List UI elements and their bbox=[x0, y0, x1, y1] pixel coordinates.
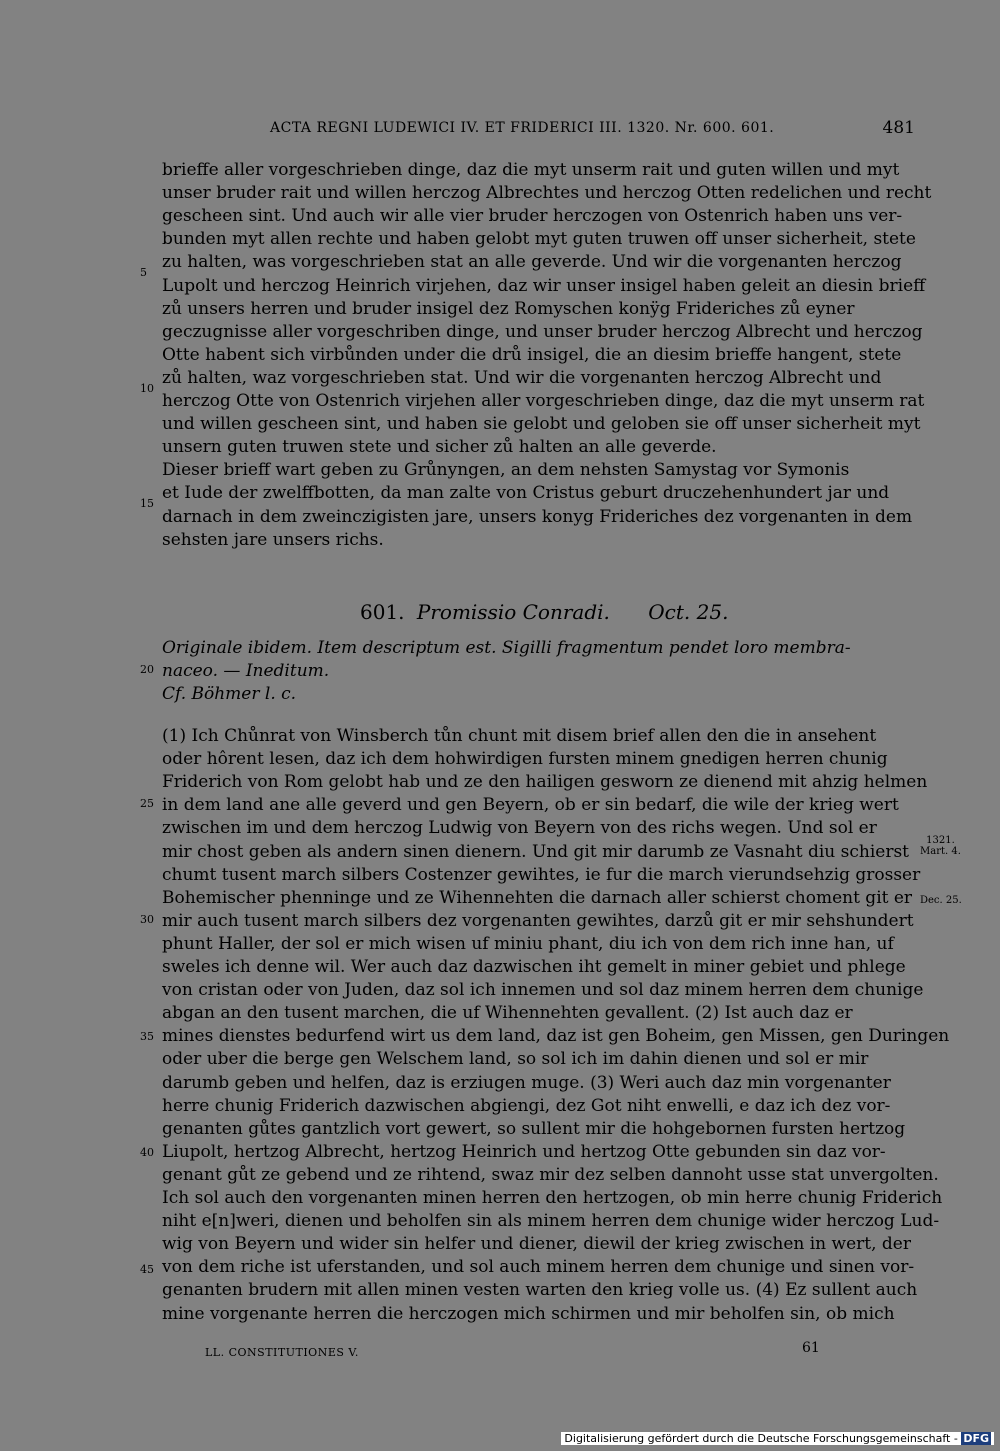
footer-series: LL. CONSTITUTIONES V. bbox=[205, 1346, 359, 1359]
line-number: 35 bbox=[140, 1030, 154, 1043]
line-number: 5 bbox=[140, 266, 147, 279]
credit-text: Digitalisierung gefördert durch die Deutsche Forschungsgemeinschaft - bbox=[564, 1432, 958, 1445]
document-date: Oct. 25. bbox=[648, 600, 729, 624]
text-line: unsern guten truwen stete und sicher zů halten an alle geverde. bbox=[162, 437, 717, 458]
dfg-logo-icon: DFG bbox=[963, 1432, 989, 1445]
text-line: oder uber die berge gen Welschem land, so sol ich im dahin dienen und sol er mir bbox=[162, 1049, 869, 1070]
text-line: Dieser brieff wart geben zu Grůnyngen, an dem nehsten Samystag vor Symonis bbox=[162, 460, 850, 481]
text-line: mir auch tusent march silbers dez vorgenanten gewihtes, darzů git er mir sehshundert bbox=[162, 910, 914, 931]
text-line: Originale ibidem. Item descriptum est. Sigilli fragmentum pendet loro membra- bbox=[162, 638, 851, 658]
margin-note-date-1: 1321. Mart. 4. bbox=[920, 835, 961, 857]
text-line: bunden myt allen rechte und haben gelobt myt guten truwen off unser sicherheit, stete bbox=[162, 229, 916, 250]
text-line: genanten gůtes gantzlich vort gewert, so sullent mir die hohgebornen fursten hertzog bbox=[162, 1118, 906, 1139]
text-line: und willen gescheen sint, und haben sie gelobt und geloben sie off unser sicherheit myt bbox=[162, 414, 921, 435]
text-line: darnach in dem zweinczigisten jare, unsers konyg Frideriches dez vorgenanten in dem bbox=[162, 506, 913, 527]
line-number: 25 bbox=[140, 797, 154, 810]
text-line: zů unsers herren und bruder insigel dez Romyschen konÿg Frideriches zů eyner bbox=[162, 298, 855, 319]
footer-signature: 61 bbox=[802, 1340, 820, 1356]
line-number: 45 bbox=[140, 1263, 154, 1276]
text-line: genanten brudern mit allen minen vesten warten den krieg volle us. (4) Ez sullent auch bbox=[162, 1280, 918, 1301]
text-line: herczog Otte von Ostenrich virjehen aller vorgeschrieben dinge, daz die myt unserm rat bbox=[162, 391, 925, 411]
text-line: zů halten, waz vorgeschrieben stat. Und wir die vorgenanten herczog Albrecht und bbox=[162, 367, 882, 388]
text-line: Friderich von Rom gelobt hab und ze den hailigen gesworn ze dienend mit ahzig helmen bbox=[162, 772, 928, 793]
line-number: 10 bbox=[140, 382, 154, 395]
document-title: Promissio Conradi. bbox=[416, 600, 610, 624]
text-line: sweles ich denne wil. Wer auch daz dazwischen iht gemelt in miner gebiet und phlege bbox=[162, 957, 906, 977]
text-line: geczugnisse aller vorgeschriben dinge, und unser bruder herczog Albrecht und herczog bbox=[162, 321, 923, 342]
text-line: zwischen im und dem herczog Ludwig von Beyern von des richs wegen. Und sol er bbox=[162, 818, 877, 839]
text-line: unser bruder rait und willen herczog Albrechtes und herczog Otten redelichen und recht bbox=[162, 183, 932, 204]
text-line: chumt tusent march silbers Costenzer gewihtes, ie fur die march vierundsehzig grosser bbox=[162, 864, 921, 885]
text-line: niht e[n]weri, dienen und beholfen sin als minem herren dem chunige wider herczog Lud- bbox=[162, 1211, 940, 1232]
running-head: ACTA REGNI LUDEWICI IV. ET FRIDERICI III. 1320. Nr. 600. 601. bbox=[270, 120, 775, 136]
text-line: mine vorgenante herren die herczogen mich schirmen und mir beholfen sin, ob mich bbox=[162, 1303, 895, 1324]
text-line: mir chost geben als andern sinen dienern. Und git mir darumb ze Vasnaht diu schierst bbox=[162, 841, 910, 862]
text-line: gescheen sint. Und auch wir alle vier bruder herczogen von Ostenrich haben uns ver- bbox=[162, 206, 903, 227]
text-line: genant gůt ze gebend und ze rihtend, swaz mir dez selben dannoht usse stat unvergolten. bbox=[162, 1164, 939, 1185]
text-line: zu halten, was vorgeschrieben stat an alle geverde. Und wir die vorgenanten herczog bbox=[162, 252, 902, 273]
text-line: darumb geben und helfen, daz is erziugen muge. (3) Weri auch daz min vorgenanter bbox=[162, 1072, 891, 1093]
text-line: Otte habent sich virbůnden under die drů insigel, die an diesim brieffe hangent, stete bbox=[162, 344, 902, 365]
text-line: abgan an den tusent marchen, die uf Wihennehten gevallent. (2) Ist auch daz er bbox=[162, 1003, 853, 1024]
text-line: von dem riche ist uferstanden, und sol auch minem herren dem chunige und sinen vor- bbox=[162, 1257, 915, 1278]
line-number: 30 bbox=[140, 913, 154, 926]
text-line: phunt Haller, der sol er mich wisen uf miniu phant, diu ich von dem rich inne han, uf bbox=[162, 933, 894, 954]
digitization-credit[interactable] bbox=[561, 1432, 994, 1445]
margin-note-date-2: Dec. 25. bbox=[920, 895, 962, 906]
text-line: oder hôrent lesen, daz ich dem hohwirdigen fursten minem gnedigen herren chunig bbox=[162, 749, 888, 770]
text-line: Liupolt, hertzog Albrecht, hertzog Heinrich und hertzog Otte gebunden sin daz vor- bbox=[162, 1141, 886, 1162]
text-line: wig von Beyern und wider sin helfer und diener, diewil der krieg zwischen in wert, der bbox=[162, 1234, 911, 1255]
text-line: Cf. Böhmer l. c. bbox=[162, 684, 297, 704]
text-line: Ich sol auch den vorgenanten minen herren den hertzogen, ob min herre chunig Friderich bbox=[162, 1188, 943, 1208]
document-heading bbox=[360, 600, 728, 624]
text-line: sehsten jare unsers richs. bbox=[162, 529, 384, 550]
page-number: 481 bbox=[882, 118, 915, 138]
document-number: 601. bbox=[360, 600, 405, 624]
text-line: naceo. — Ineditum. bbox=[162, 661, 330, 681]
text-line: brieffe aller vorgeschrieben dinge, daz die myt unserm rait und guten willen und myt bbox=[162, 160, 900, 180]
text-line: (1) Ich Chůnrat von Winsberch tůn chunt mit disem brief allen den die in ansehent bbox=[162, 726, 877, 746]
line-number: 20 bbox=[140, 663, 154, 676]
text-line: in dem land ane alle geverd und gen Beyern, ob er sin bedarf, die wile der krieg wert bbox=[162, 795, 899, 816]
text-line: von cristan oder von Juden, daz sol ich innemen und sol daz minem herren dem chunige bbox=[162, 980, 924, 1001]
text-line: mines dienstes bedurfend wirt us dem land, daz ist gen Boheim, gen Missen, gen Duringen bbox=[162, 1026, 950, 1047]
text-line: herre chunig Friderich dazwischen abgiengi, dez Got niht enwelli, e daz ich dez vor- bbox=[162, 1095, 891, 1116]
line-number: 15 bbox=[140, 497, 154, 510]
text-line: et Iude der zwelffbotten, da man zalte von Cristus geburt druczehenhundert jar und bbox=[162, 483, 890, 504]
text-line: Lupolt und herczog Heinrich virjehen, daz wir unser insigel haben geleit an diesin brieff bbox=[162, 275, 926, 296]
line-number: 40 bbox=[140, 1146, 154, 1159]
text-line: Bohemischer phenninge und ze Wihennehten die darnach aller schierst choment git er bbox=[162, 887, 913, 908]
